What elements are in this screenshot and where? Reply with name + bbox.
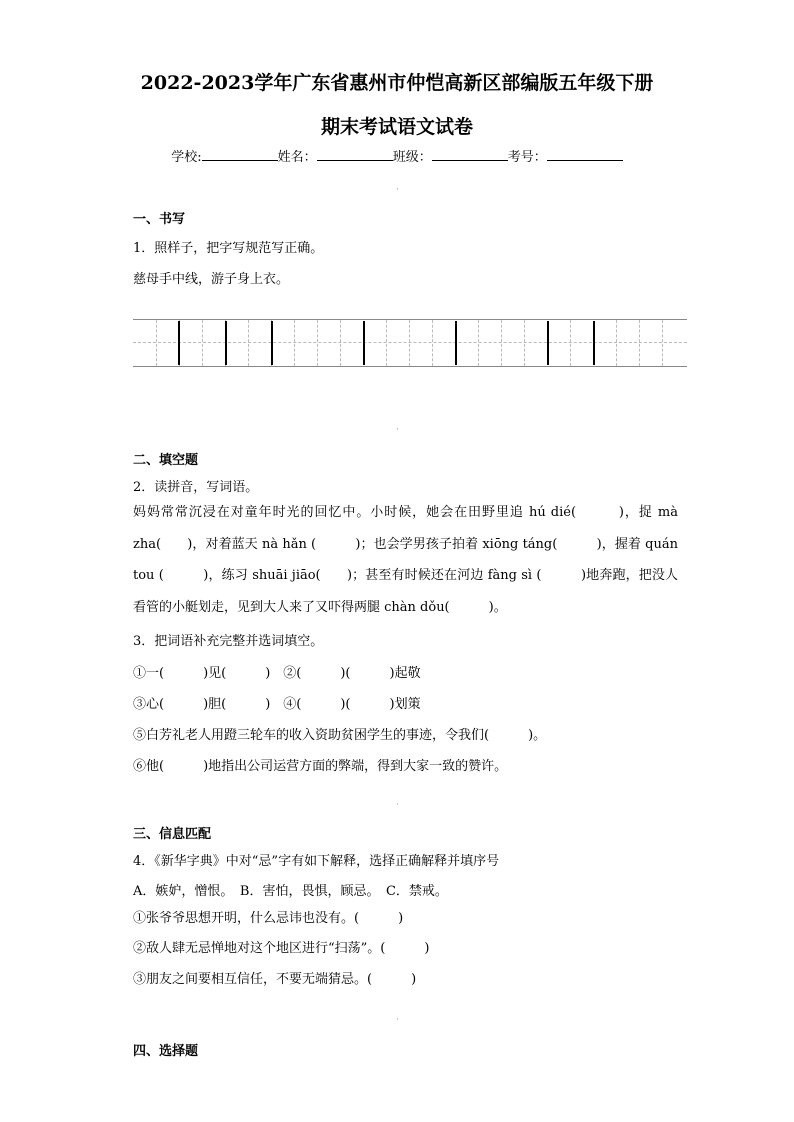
exam-title-line1: 2022-2023学年广东省惠州市仲恺高新区部编版五年级下册: [140, 72, 654, 94]
question-4-options: A．嫉妒，憎恨。 B．害怕，畏惧，顾忌。 C．禁戒。: [133, 884, 448, 899]
number-label: 考号：: [507, 150, 547, 165]
grid-midline: [133, 342, 687, 343]
grid-bold-line: [225, 321, 227, 365]
grid-cell-line: [524, 320, 525, 366]
grid-cell-line: [570, 320, 571, 366]
writing-grid[interactable]: [133, 319, 687, 367]
grid-cell-line: [616, 320, 617, 366]
divider-dot: ·: [396, 185, 399, 195]
number-blank[interactable]: [547, 148, 623, 161]
grid-bold-line: [271, 321, 273, 365]
question-4: 4．《新华字典》中对“忌”字有如下解释，选择正确解释并填序号: [133, 854, 500, 869]
section-heading-matching: 三、信息匹配: [133, 827, 212, 842]
grid-cell-line: [202, 320, 203, 366]
grid-bold-line: [547, 321, 549, 365]
grid-bold-line: [363, 321, 365, 365]
divider-dot: ·: [396, 800, 399, 810]
grid-bold-line: [178, 321, 180, 365]
question-3-line1: ①一( )见( ) ②( )( )起敬: [133, 666, 421, 681]
question-4-item2: ②敌人肆无忌惮地对这个地区进行“扫荡”。( ): [133, 941, 430, 956]
section-heading-writing: 一、书写: [133, 212, 186, 227]
grid-cell-line: [156, 320, 157, 366]
grid-cell-line: [317, 320, 318, 366]
divider-dot: ·: [396, 425, 399, 435]
grid-bold-line: [593, 321, 595, 365]
question-3-line2: ③心( )胆( ) ④( )( )划策: [133, 697, 421, 712]
grid-cell-line: [478, 320, 479, 366]
question-3-line3: ⑤白芳礼老人用蹬三轮车的收入资助贫困学生的事迹，令我们( )。: [133, 728, 547, 743]
divider-dot: ·: [396, 1015, 399, 1025]
name-blank[interactable]: [317, 148, 393, 161]
question-4-item1: ①张爷爷思想开明，什么忌讳也没有。( ): [133, 911, 404, 926]
grid-cell-line: [501, 320, 502, 366]
exam-title-line2: 期末考试语文试卷: [320, 116, 473, 138]
class-label: 班级：: [392, 150, 432, 165]
grid-cell-line: [294, 320, 295, 366]
section-heading-choice: 四、选择题: [133, 1044, 199, 1059]
question-3: 3．把词语补充完整并选词填空。: [133, 634, 324, 649]
grid-cell-line: [340, 320, 341, 366]
sample-sentence: 慈母手中线，游子身上衣。: [133, 272, 290, 287]
question-4-item3: ③朋友之间要相互信任，不要无端猜忌。( ): [133, 972, 417, 987]
grid-cell-line: [248, 320, 249, 366]
grid-cell-line: [386, 320, 387, 366]
section-heading-fill-in: 二、填空题: [133, 453, 199, 468]
grid-cell-line: [432, 320, 433, 366]
school-label: 学校:: [171, 150, 202, 165]
name-label: 姓名：: [277, 150, 317, 165]
question-3-line4: ⑥他( )地指出公司运营方面的弊端，得到大家一致的赞许。: [133, 759, 508, 774]
question-2: 2．读拼音，写词语。: [133, 480, 259, 495]
grid-cell-line: [409, 320, 410, 366]
grid-cell-line: [639, 320, 640, 366]
class-blank[interactable]: [432, 148, 508, 161]
question-2-passage: 妈妈常常沉浸在对童年时光的回忆中。小时候，她会在田野里追 hú dié( )，捉 mà zha( )，对着蓝天 nà hǎn ( )；也会学男孩子拍着 xiōng táng( )，握着 quán tou ( )，练习 shuāi jiāo( )；甚至有时候还在河边 fàng sì ( )地奔跑，把没人看管的小艇划走，见到大人来了又吓得两腿 chàn dǒu( )。: [133, 505, 678, 615]
student-info-row: [0, 146, 794, 165]
grid-bold-line: [455, 321, 457, 365]
question-1: 1．照样子，把字写规范写正确。: [133, 241, 324, 256]
grid-cell-line: [662, 320, 663, 366]
school-blank[interactable]: [202, 148, 278, 161]
